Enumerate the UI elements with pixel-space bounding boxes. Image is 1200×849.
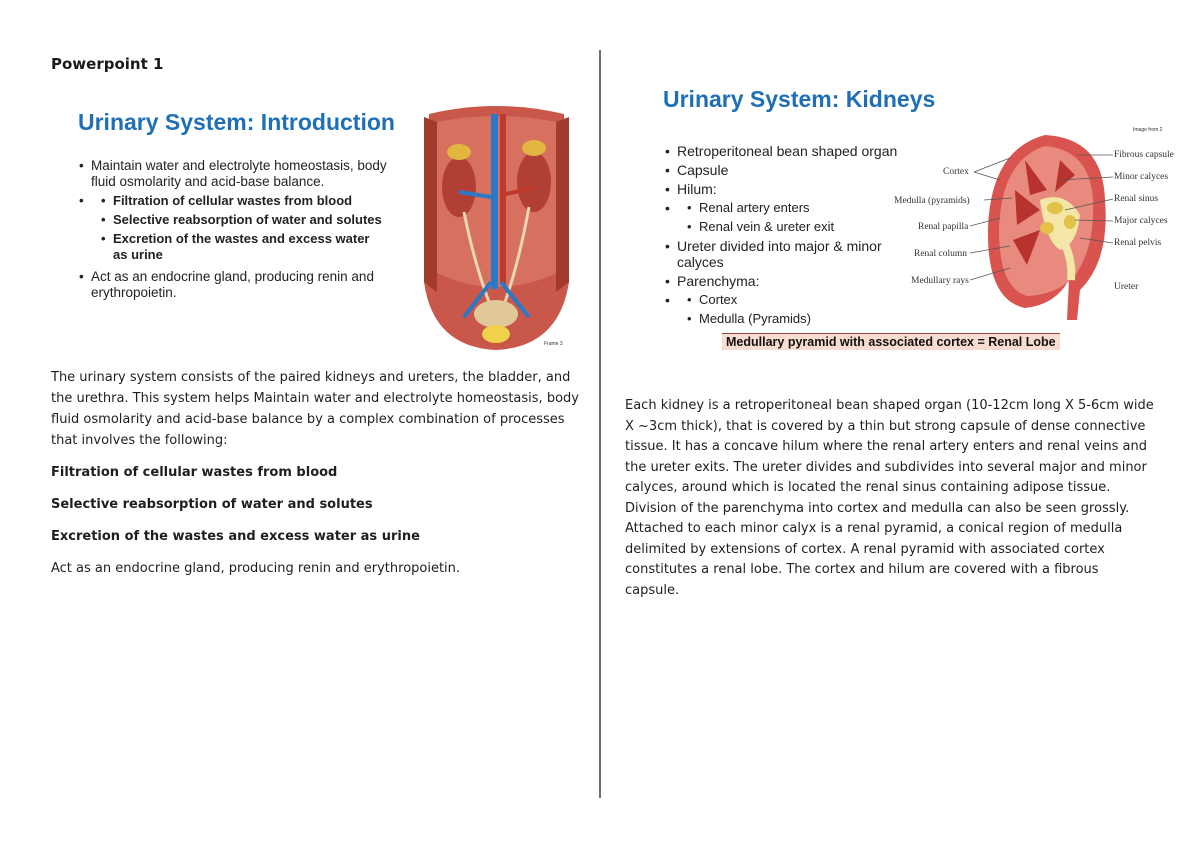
label-leader-lines (970, 150, 1120, 290)
process-item: Selective reabsorption of water and solutes (51, 497, 373, 512)
slide-sub-bullet: • Medulla (Pyramids) (699, 311, 903, 327)
page-heading: Powerpoint 1 (51, 55, 164, 73)
slide-sub-list-wrap (91, 193, 407, 263)
slide-bullets (663, 143, 903, 330)
page-divider (599, 50, 601, 798)
renal-lobe-highlight: Medullary pyramid with associated cortex = Renal Lobe (722, 333, 1060, 350)
slide-bullet: • Act as an endocrine gland, producing renin and erythropoietin. (91, 269, 391, 301)
figure-caption: Image from 2 (1133, 127, 1163, 133)
slide-sub-bullet: • • Cortex (699, 292, 903, 308)
label-medulla: Medulla (pyramids) (894, 196, 970, 206)
slide-bullet: • Hilum: (677, 181, 903, 197)
label-medullary-rays: Medullary rays (911, 276, 969, 286)
process-item: Excretion of the wastes and excess water as urine (51, 529, 420, 544)
slide-sub-bullet: • Selective reabsorption of water and solutes (113, 212, 407, 228)
slide-sub-list-wrap (677, 292, 903, 327)
slide-sub-bullet: • • Filtration of cellular wastes from blood (113, 193, 407, 209)
process-item: Filtration of cellular wastes from blood (51, 465, 338, 480)
left-body (51, 367, 581, 590)
label-renal-papilla: Renal papilla (918, 222, 969, 232)
urinary-anatomy-illustration (419, 102, 574, 352)
label-renal-pelvis: Renal pelvis (1114, 238, 1162, 248)
label-fibrous-capsule: Fibrous capsule (1114, 150, 1174, 160)
label-minor-calyces: Minor calyces (1114, 172, 1169, 182)
slide-sub-bullet: • • Renal artery enters (699, 200, 903, 216)
slide-bullet: • Capsule (677, 162, 903, 178)
slide-bullet: • Parenchyma: (677, 273, 903, 289)
slide-bullet: • Maintain water and electrolyte homeostasis, body fluid osmolarity and acid-base balance. (91, 158, 407, 190)
slide-bullet: • Retroperitoneal bean shaped organ (677, 143, 903, 159)
slide-title: Urinary System: Kidneys (663, 86, 936, 112)
slide-sub-bullet: • Renal vein & ureter exit (699, 219, 903, 235)
right-body (625, 396, 1155, 612)
label-renal-sinus: Renal sinus (1114, 194, 1159, 204)
slide-bullets (77, 158, 407, 304)
intro-paragraph: The urinary system consists of the paired kidneys and ureters, the bladder, and the urethra. This system helps Maintain water and electrolyte homeostasis, body fluid osmolarity and acid-base balance by a complex combination of processes that involves the following: (51, 370, 579, 448)
closing-paragraph: Act as an endocrine gland, producing renin and erythropoietin. (51, 561, 461, 576)
slide-sub-list-wrap (677, 200, 903, 235)
label-cortex: Cortex (943, 167, 969, 177)
label-ureter: Ureter (1114, 282, 1139, 292)
slide-bullet: • Ureter divided into major & minor calyces (677, 238, 907, 270)
slide-title: Urinary System: Introduction (78, 109, 395, 135)
slide-sub-bullet: • Excretion of the wastes and excess water as urine (113, 231, 373, 263)
kidney-paragraph: Each kidney is a retroperitoneal bean shaped organ (10-12cm long X 5-6cm wide X ~3cm thick), that is covered by a thin but strong capsule of dense connective tissue. It has a concave hilum where the renal artery enters and renal veins and the ureter exits. The ureter divides and subdivides into several major and minor calyces, around which is located the renal sinus containing adipose tissue. Division of the parenchyma into cortex and medulla can also be seen grossly. Attached to each minor calyx is a renal pyramid, a conical region of medulla delimited by extensions of cortex. A renal pyramid with associated cortex constitutes a renal lobe. The cortex and hilum are covered with a fibrous capsule. (625, 398, 1154, 598)
label-renal-column: Renal column (914, 249, 968, 259)
figure-caption: Frame 3 (544, 341, 563, 347)
label-major-calyces: Major calyces (1114, 216, 1168, 226)
